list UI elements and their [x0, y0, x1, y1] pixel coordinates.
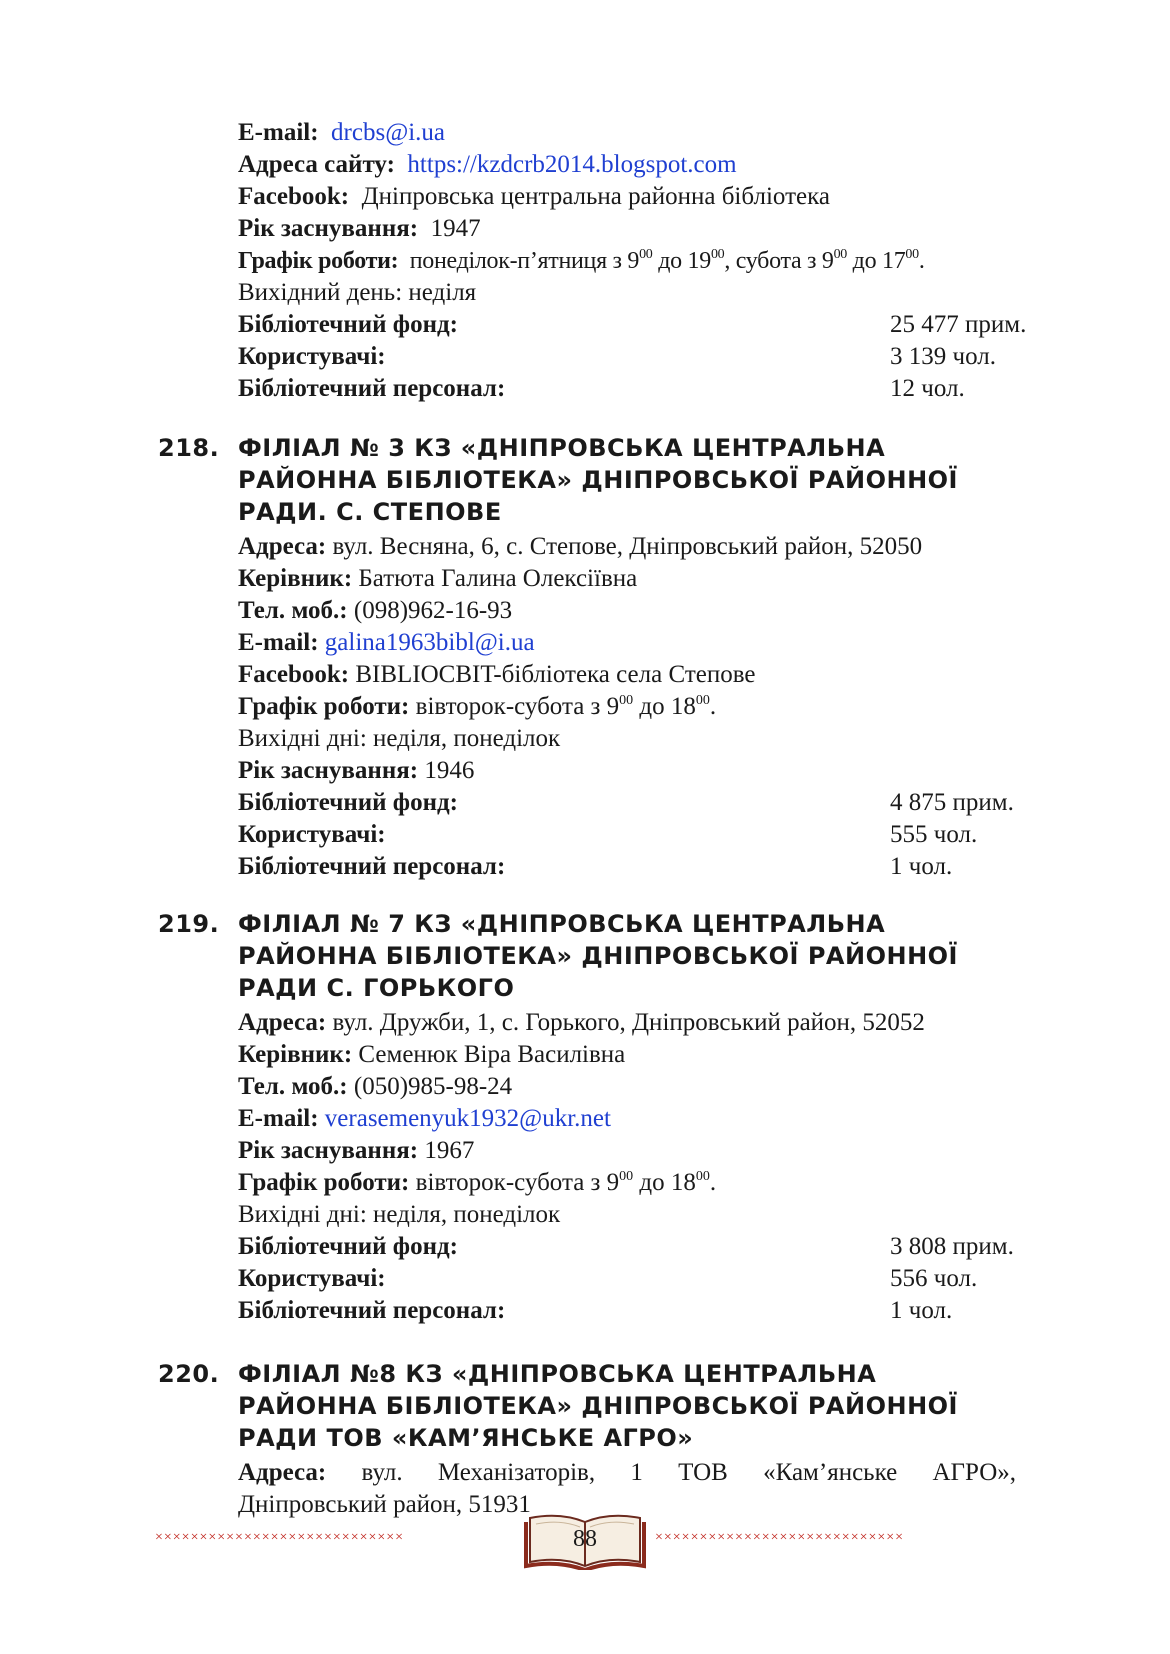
email-row: E-mail: galina1963bibl@i.ua: [238, 629, 535, 656]
fund-row: Бібліотечний фонд: 3 808 прим.: [238, 1233, 1014, 1260]
footer-ornament-right: ××××××××××××××××××××××××××××: [655, 1530, 905, 1545]
entry-number: 220.: [158, 1360, 220, 1388]
dayoff-row: Вихідні дні: неділя, понеділок: [238, 1201, 561, 1228]
facebook-row: [238, 181, 830, 213]
entry-title-line: ФІЛІАЛ № 3 КЗ «ДНІПРОВСЬКА ЦЕНТРАЛЬНА: [238, 434, 886, 462]
email-link[interactable]: verasemenyuk1932@ukr.net: [324, 1105, 611, 1132]
fund-value: 25 477 прим.: [890, 311, 1027, 338]
founded-row: Рік заснування: 1967: [238, 1137, 475, 1164]
entry-title-line: РАДИ. С. СТЕПОВЕ: [238, 498, 502, 526]
phone-row: Тел. моб.: (050)985-98-24: [238, 1073, 513, 1100]
users-row: Користувачі: 3 139 чол.: [238, 341, 386, 373]
staff-row: Бібліотечний персонал: 1 чол.: [238, 853, 953, 880]
staff-value: 12 чол.: [890, 375, 965, 402]
entry-number: 218.: [158, 434, 220, 462]
facebook-row: Facebook: BIBLIOCBIT-бібліотека села Степове: [238, 661, 756, 688]
site-row: [238, 149, 737, 181]
email-link[interactable]: galina1963bibl@i.ua: [324, 629, 535, 656]
dayoff-row: Вихідні дні: неділя, понеділок: [238, 725, 561, 752]
users-row: Користувачі: 556 чол.: [238, 1265, 978, 1292]
address-row: Адреса: вул. Механізаторів, 1 ТОВ «Кам’янське АГРО»,: [238, 1459, 1016, 1486]
head-row: Керівник: Семенюк Віра Василівна: [238, 1041, 626, 1068]
head-row: Керівник: Батюта Галина Олексіївна: [238, 565, 638, 592]
site-link[interactable]: https://kzdcrb2014.blogspot.com: [407, 151, 737, 178]
entry-number: 219.: [158, 910, 220, 938]
users-row: Користувачі: 555 чол.: [238, 821, 978, 848]
schedule-label: Графік роботи:: [238, 248, 399, 274]
facebook-label: Facebook:: [238, 183, 350, 210]
staff-row: Бібліотечний персонал: 12 чол.: [238, 373, 505, 405]
site-label: Адреса сайту:: [238, 151, 395, 178]
phone-row: Тел. моб.: (098)962-16-93: [238, 597, 513, 624]
staff-row: Бібліотечний персонал: 1 чол.: [238, 1297, 953, 1324]
entry-title-line: РАЙОННА БІБЛІОТЕКА» ДНІПРОВСЬКОЇ РАЙОННОЇ: [238, 466, 958, 494]
footer-ornament-left: ××××××××××××××××××××××××××××: [155, 1530, 405, 1545]
entry-title-line: РАЙОННА БІБЛІОТЕКА» ДНІПРОВСЬКОЇ РАЙОННОЇ: [238, 942, 958, 970]
fund-row: Бібліотечний фонд: 25 477 прим.: [238, 309, 458, 341]
address-continuation: Дніпровський район, 51931: [238, 1491, 531, 1518]
founded-value: 1947: [430, 215, 481, 242]
address-row: Адреса: вул. Дружби, 1, с. Горького, Дніпровський район, 52052: [238, 1009, 925, 1036]
fund-row: Бібліотечний фонд: 4 875 прим.: [238, 789, 1014, 816]
entry-title-line: РАДИ С. ГОРЬКОГО: [238, 974, 515, 1002]
founded-row: [238, 213, 481, 245]
entry-title-line: РАЙОННА БІБЛІОТЕКА» ДНІПРОВСЬКОЇ РАЙОННОЇ: [238, 1392, 958, 1420]
founded-row: Рік заснування: 1946: [238, 757, 475, 784]
users-value: 3 139 чол.: [890, 343, 996, 370]
entry-title-line: РАДИ ТОВ «КАМ’ЯНСЬКЕ АГРО»: [238, 1424, 694, 1452]
entry-title-line: ФІЛІАЛ №8 КЗ «ДНІПРОВСЬКА ЦЕНТРАЛЬНА: [238, 1360, 877, 1388]
email-link[interactable]: drcbs@i.ua: [331, 119, 446, 146]
schedule-row: Графік роботи: вівторок-субота з $9^{00}$ до $18^{00}$.: [238, 1169, 717, 1196]
email-label: E-mail:: [238, 119, 319, 146]
schedule-row: Графік роботи: вівторок-субота з $9^{00}$ до $18^{00}$.: [238, 693, 717, 720]
page-number: 88: [573, 1526, 597, 1552]
schedule-row: Графік роботи: понеділок-п’ятниця з $9^{00}$ до $19^{00}$, субота з $9^{00}$ до $17^{00}$.: [238, 247, 925, 274]
entry-title-line: ФІЛІАЛ № 7 КЗ «ДНІПРОВСЬКА ЦЕНТРАЛЬНА: [238, 910, 886, 938]
address-row: Адреса: вул. Весняна, 6, с. Степове, Дніпровський район, 52050: [238, 533, 923, 560]
dayoff-row: Вихідний день: неділя: [238, 279, 477, 306]
founded-label: Рік заснування:: [238, 215, 419, 242]
email-row: [238, 117, 445, 149]
facebook-value: Дніпровська центральна районна бібліотека: [361, 183, 830, 210]
email-row: E-mail: verasemenyuk1932@ukr.net: [238, 1105, 611, 1132]
